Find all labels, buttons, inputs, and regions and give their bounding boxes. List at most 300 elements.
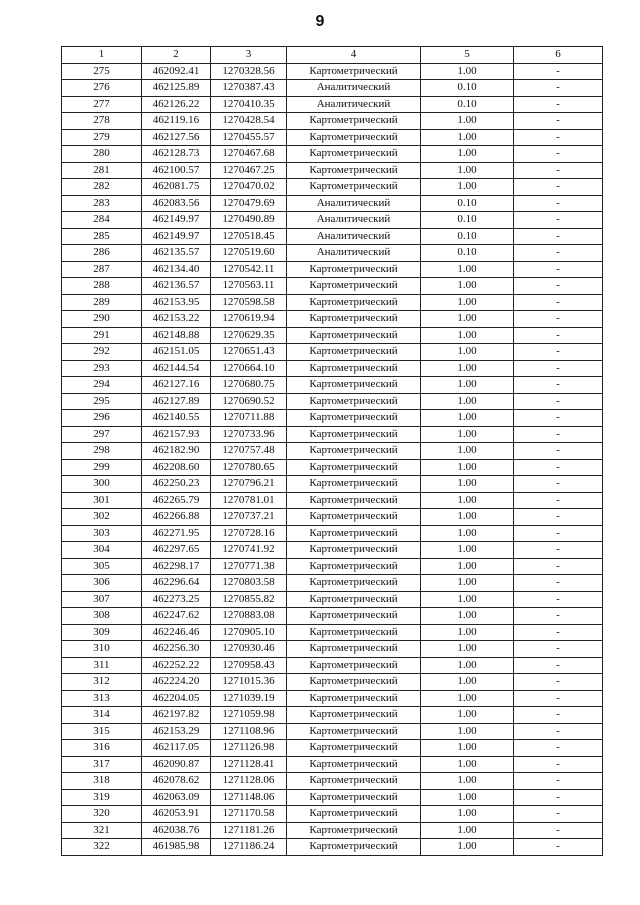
x-coordinate-cell: 462256.30: [142, 641, 211, 658]
description-cell: -: [514, 179, 603, 196]
table-row: [62, 806, 603, 823]
x-coordinate-cell: 462204.05: [142, 690, 211, 707]
table-row: [62, 443, 603, 460]
table-row: [62, 723, 603, 740]
accuracy-cell: 1.00: [421, 278, 514, 295]
description-cell: -: [514, 558, 603, 575]
point-number-cell: 295: [62, 393, 142, 410]
description-cell: -: [514, 96, 603, 113]
description-cell: -: [514, 492, 603, 509]
point-number-cell: 321: [62, 822, 142, 839]
description-cell: -: [514, 822, 603, 839]
y-coordinate-cell: 1271128.06: [211, 773, 287, 790]
description-cell: -: [514, 525, 603, 542]
table-row: [62, 608, 603, 625]
method-cell: Картометрический: [287, 575, 421, 592]
column-header-1: 1: [62, 47, 142, 64]
accuracy-cell: 1.00: [421, 591, 514, 608]
accuracy-cell: 1.00: [421, 624, 514, 641]
description-cell: -: [514, 674, 603, 691]
description-cell: -: [514, 162, 603, 179]
accuracy-cell: 1.00: [421, 344, 514, 361]
method-cell: Картометрический: [287, 657, 421, 674]
description-cell: -: [514, 344, 603, 361]
y-coordinate-cell: 1270619.94: [211, 311, 287, 328]
point-number-cell: 316: [62, 740, 142, 757]
y-coordinate-cell: 1270664.10: [211, 360, 287, 377]
accuracy-cell: 1.00: [421, 575, 514, 592]
x-coordinate-cell: 462140.55: [142, 410, 211, 427]
table-row: [62, 393, 603, 410]
table-row: [62, 278, 603, 295]
point-number-cell: 308: [62, 608, 142, 625]
method-cell: Аналитический: [287, 80, 421, 97]
accuracy-cell: 1.00: [421, 162, 514, 179]
x-coordinate-cell: 462119.16: [142, 113, 211, 130]
accuracy-cell: 0.10: [421, 212, 514, 229]
accuracy-cell: 1.00: [421, 146, 514, 163]
description-cell: -: [514, 129, 603, 146]
accuracy-cell: 1.00: [421, 740, 514, 757]
table-row: [62, 492, 603, 509]
point-number-cell: 314: [62, 707, 142, 724]
table-row: [62, 129, 603, 146]
coordinates-table: [61, 46, 603, 856]
column-header-4: 4: [287, 47, 421, 64]
y-coordinate-cell: 1270470.02: [211, 179, 287, 196]
point-number-cell: 305: [62, 558, 142, 575]
method-cell: Картометрический: [287, 525, 421, 542]
accuracy-cell: 1.00: [421, 789, 514, 806]
point-number-cell: 318: [62, 773, 142, 790]
point-number-cell: 288: [62, 278, 142, 295]
y-coordinate-cell: 1270455.57: [211, 129, 287, 146]
point-number-cell: 290: [62, 311, 142, 328]
method-cell: Картометрический: [287, 113, 421, 130]
column-header-3: 3: [211, 47, 287, 64]
point-number-cell: 299: [62, 459, 142, 476]
method-cell: Картометрический: [287, 278, 421, 295]
accuracy-cell: 1.00: [421, 426, 514, 443]
y-coordinate-cell: 1271015.36: [211, 674, 287, 691]
point-number-cell: 291: [62, 327, 142, 344]
x-coordinate-cell: 462224.20: [142, 674, 211, 691]
description-cell: -: [514, 228, 603, 245]
y-coordinate-cell: 1271170.58: [211, 806, 287, 823]
y-coordinate-cell: 1271126.98: [211, 740, 287, 757]
y-coordinate-cell: 1270518.45: [211, 228, 287, 245]
accuracy-cell: 1.00: [421, 657, 514, 674]
method-cell: Картометрический: [287, 740, 421, 757]
table-row: [62, 657, 603, 674]
y-coordinate-cell: 1270733.96: [211, 426, 287, 443]
point-number-cell: 287: [62, 261, 142, 278]
point-number-cell: 292: [62, 344, 142, 361]
method-cell: Картометрический: [287, 641, 421, 658]
accuracy-cell: 1.00: [421, 608, 514, 625]
y-coordinate-cell: 1270757.48: [211, 443, 287, 460]
point-number-cell: 301: [62, 492, 142, 509]
accuracy-cell: 1.00: [421, 261, 514, 278]
table-row: [62, 294, 603, 311]
table-row: [62, 327, 603, 344]
x-coordinate-cell: 462153.29: [142, 723, 211, 740]
method-cell: Картометрический: [287, 492, 421, 509]
column-header-6: 6: [514, 47, 603, 64]
accuracy-cell: 1.00: [421, 492, 514, 509]
x-coordinate-cell: 462297.65: [142, 542, 211, 559]
table-row: [62, 212, 603, 229]
description-cell: -: [514, 509, 603, 526]
description-cell: -: [514, 723, 603, 740]
description-cell: -: [514, 756, 603, 773]
x-coordinate-cell: 462296.64: [142, 575, 211, 592]
accuracy-cell: 1.00: [421, 327, 514, 344]
x-coordinate-cell: 462092.41: [142, 63, 211, 80]
page-number: 9: [315, 13, 325, 30]
description-cell: -: [514, 245, 603, 262]
method-cell: Картометрический: [287, 624, 421, 641]
table-row: [62, 377, 603, 394]
method-cell: Картометрический: [287, 756, 421, 773]
y-coordinate-cell: 1270905.10: [211, 624, 287, 641]
method-cell: Картометрический: [287, 146, 421, 163]
x-coordinate-cell: 462128.73: [142, 146, 211, 163]
method-cell: Картометрический: [287, 509, 421, 526]
point-number-cell: 275: [62, 63, 142, 80]
table-row: [62, 146, 603, 163]
point-number-cell: 279: [62, 129, 142, 146]
accuracy-cell: 0.10: [421, 80, 514, 97]
description-cell: -: [514, 575, 603, 592]
description-cell: -: [514, 113, 603, 130]
accuracy-cell: 1.00: [421, 756, 514, 773]
description-cell: -: [514, 839, 603, 856]
table-row: [62, 756, 603, 773]
table-row: [62, 261, 603, 278]
description-cell: -: [514, 327, 603, 344]
table-row: [62, 839, 603, 856]
accuracy-cell: 1.00: [421, 377, 514, 394]
table-row: [62, 674, 603, 691]
point-number-cell: 294: [62, 377, 142, 394]
table-row: [62, 575, 603, 592]
accuracy-cell: 1.00: [421, 839, 514, 856]
table-row: [62, 228, 603, 245]
table-row: [62, 641, 603, 658]
table-row: [62, 80, 603, 97]
x-coordinate-cell: 462153.95: [142, 294, 211, 311]
table-row: [62, 162, 603, 179]
x-coordinate-cell: 462151.05: [142, 344, 211, 361]
point-number-cell: 300: [62, 476, 142, 493]
x-coordinate-cell: 462063.09: [142, 789, 211, 806]
y-coordinate-cell: 1270629.35: [211, 327, 287, 344]
description-cell: -: [514, 146, 603, 163]
method-cell: Картометрический: [287, 459, 421, 476]
accuracy-cell: 1.00: [421, 360, 514, 377]
x-coordinate-cell: 462053.91: [142, 806, 211, 823]
method-cell: Картометрический: [287, 327, 421, 344]
table-row: [62, 558, 603, 575]
x-coordinate-cell: 462134.40: [142, 261, 211, 278]
accuracy-cell: 0.10: [421, 245, 514, 262]
table-row: [62, 63, 603, 80]
y-coordinate-cell: 1271128.41: [211, 756, 287, 773]
table-row: [62, 542, 603, 559]
method-cell: Картометрический: [287, 129, 421, 146]
method-cell: Картометрический: [287, 179, 421, 196]
point-number-cell: 280: [62, 146, 142, 163]
point-number-cell: 303: [62, 525, 142, 542]
accuracy-cell: 1.00: [421, 63, 514, 80]
x-coordinate-cell: 462208.60: [142, 459, 211, 476]
y-coordinate-cell: 1270855.82: [211, 591, 287, 608]
point-number-cell: 283: [62, 195, 142, 212]
accuracy-cell: 1.00: [421, 459, 514, 476]
y-coordinate-cell: 1270771.38: [211, 558, 287, 575]
description-cell: -: [514, 542, 603, 559]
description-cell: -: [514, 789, 603, 806]
method-cell: Картометрический: [287, 63, 421, 80]
table-row: [62, 113, 603, 130]
y-coordinate-cell: 1270780.65: [211, 459, 287, 476]
point-number-cell: 322: [62, 839, 142, 856]
x-coordinate-cell: 462100.57: [142, 162, 211, 179]
x-coordinate-cell: 462182.90: [142, 443, 211, 460]
table-row: [62, 311, 603, 328]
accuracy-cell: 1.00: [421, 129, 514, 146]
table-row: [62, 179, 603, 196]
method-cell: Картометрический: [287, 839, 421, 856]
description-cell: -: [514, 806, 603, 823]
description-cell: -: [514, 278, 603, 295]
y-coordinate-cell: 1271039.19: [211, 690, 287, 707]
description-cell: -: [514, 641, 603, 658]
description-cell: -: [514, 773, 603, 790]
x-coordinate-cell: 462127.56: [142, 129, 211, 146]
accuracy-cell: 1.00: [421, 773, 514, 790]
x-coordinate-cell: 462157.93: [142, 426, 211, 443]
method-cell: Картометрический: [287, 294, 421, 311]
x-coordinate-cell: 462265.79: [142, 492, 211, 509]
description-cell: -: [514, 360, 603, 377]
y-coordinate-cell: 1270563.11: [211, 278, 287, 295]
method-cell: Картометрический: [287, 261, 421, 278]
table-row: [62, 707, 603, 724]
accuracy-cell: 1.00: [421, 113, 514, 130]
method-cell: Аналитический: [287, 195, 421, 212]
method-cell: Картометрический: [287, 393, 421, 410]
method-cell: Картометрический: [287, 476, 421, 493]
y-coordinate-cell: 1270428.54: [211, 113, 287, 130]
point-number-cell: 289: [62, 294, 142, 311]
table-row: [62, 789, 603, 806]
point-number-cell: 319: [62, 789, 142, 806]
description-cell: -: [514, 63, 603, 80]
description-cell: -: [514, 393, 603, 410]
point-number-cell: 312: [62, 674, 142, 691]
accuracy-cell: 0.10: [421, 96, 514, 113]
method-cell: Картометрический: [287, 789, 421, 806]
y-coordinate-cell: 1270796.21: [211, 476, 287, 493]
x-coordinate-cell: 462273.25: [142, 591, 211, 608]
accuracy-cell: 1.00: [421, 476, 514, 493]
point-number-cell: 297: [62, 426, 142, 443]
y-coordinate-cell: 1270651.43: [211, 344, 287, 361]
point-number-cell: 281: [62, 162, 142, 179]
description-cell: -: [514, 377, 603, 394]
x-coordinate-cell: 462197.82: [142, 707, 211, 724]
y-coordinate-cell: 1270519.60: [211, 245, 287, 262]
point-number-cell: 284: [62, 212, 142, 229]
description-cell: -: [514, 294, 603, 311]
method-cell: Картометрический: [287, 410, 421, 427]
x-coordinate-cell: 462127.16: [142, 377, 211, 394]
method-cell: Аналитический: [287, 212, 421, 229]
point-number-cell: 304: [62, 542, 142, 559]
x-coordinate-cell: 462127.89: [142, 393, 211, 410]
method-cell: Картометрический: [287, 822, 421, 839]
table-row: [62, 773, 603, 790]
point-number-cell: 285: [62, 228, 142, 245]
x-coordinate-cell: 462246.46: [142, 624, 211, 641]
table-row: [62, 509, 603, 526]
y-coordinate-cell: 1270479.69: [211, 195, 287, 212]
x-coordinate-cell: 462250.23: [142, 476, 211, 493]
point-number-cell: 311: [62, 657, 142, 674]
table-row: [62, 459, 603, 476]
y-coordinate-cell: 1270387.43: [211, 80, 287, 97]
accuracy-cell: 1.00: [421, 525, 514, 542]
accuracy-cell: 1.00: [421, 393, 514, 410]
method-cell: Картометрический: [287, 360, 421, 377]
accuracy-cell: 1.00: [421, 822, 514, 839]
accuracy-cell: 1.00: [421, 179, 514, 196]
table-row: [62, 426, 603, 443]
y-coordinate-cell: 1270728.16: [211, 525, 287, 542]
x-coordinate-cell: 462125.89: [142, 80, 211, 97]
description-cell: -: [514, 80, 603, 97]
accuracy-cell: 1.00: [421, 806, 514, 823]
x-coordinate-cell: 462117.05: [142, 740, 211, 757]
y-coordinate-cell: 1270328.56: [211, 63, 287, 80]
method-cell: Картометрический: [287, 311, 421, 328]
y-coordinate-cell: 1270410.35: [211, 96, 287, 113]
y-coordinate-cell: 1270930.46: [211, 641, 287, 658]
method-cell: Картометрический: [287, 162, 421, 179]
y-coordinate-cell: 1271186.24: [211, 839, 287, 856]
method-cell: Картометрический: [287, 377, 421, 394]
method-cell: Картометрический: [287, 690, 421, 707]
y-coordinate-cell: 1270883.08: [211, 608, 287, 625]
y-coordinate-cell: 1271181.26: [211, 822, 287, 839]
table-row: [62, 344, 603, 361]
description-cell: -: [514, 459, 603, 476]
header-row: [62, 47, 603, 64]
y-coordinate-cell: 1270467.25: [211, 162, 287, 179]
method-cell: Картометрический: [287, 723, 421, 740]
accuracy-cell: 1.00: [421, 410, 514, 427]
point-number-cell: 309: [62, 624, 142, 641]
x-coordinate-cell: 462266.88: [142, 509, 211, 526]
description-cell: -: [514, 443, 603, 460]
x-coordinate-cell: 462090.87: [142, 756, 211, 773]
accuracy-cell: 1.00: [421, 294, 514, 311]
accuracy-cell: 1.00: [421, 641, 514, 658]
method-cell: Аналитический: [287, 228, 421, 245]
y-coordinate-cell: 1270741.92: [211, 542, 287, 559]
x-coordinate-cell: 462271.95: [142, 525, 211, 542]
y-coordinate-cell: 1270542.11: [211, 261, 287, 278]
description-cell: -: [514, 476, 603, 493]
point-number-cell: 310: [62, 641, 142, 658]
accuracy-cell: 1.00: [421, 723, 514, 740]
method-cell: Картометрический: [287, 806, 421, 823]
table-row: [62, 525, 603, 542]
point-number-cell: 293: [62, 360, 142, 377]
x-coordinate-cell: 462149.97: [142, 228, 211, 245]
y-coordinate-cell: 1270781.01: [211, 492, 287, 509]
table-row: [62, 740, 603, 757]
x-coordinate-cell: 462148.88: [142, 327, 211, 344]
description-cell: -: [514, 608, 603, 625]
accuracy-cell: 1.00: [421, 690, 514, 707]
accuracy-cell: 1.00: [421, 707, 514, 724]
description-cell: -: [514, 426, 603, 443]
point-number-cell: 313: [62, 690, 142, 707]
method-cell: Картометрический: [287, 344, 421, 361]
point-number-cell: 307: [62, 591, 142, 608]
y-coordinate-cell: 1270490.89: [211, 212, 287, 229]
table-row: [62, 410, 603, 427]
y-coordinate-cell: 1270690.52: [211, 393, 287, 410]
x-coordinate-cell: 462136.57: [142, 278, 211, 295]
description-cell: -: [514, 690, 603, 707]
x-coordinate-cell: 462078.62: [142, 773, 211, 790]
point-number-cell: 320: [62, 806, 142, 823]
method-cell: Картометрический: [287, 674, 421, 691]
description-cell: -: [514, 261, 603, 278]
y-coordinate-cell: 1270467.68: [211, 146, 287, 163]
method-cell: Картометрический: [287, 542, 421, 559]
x-coordinate-cell: 461985.98: [142, 839, 211, 856]
method-cell: Картометрический: [287, 773, 421, 790]
table-row: [62, 822, 603, 839]
method-cell: Картометрический: [287, 558, 421, 575]
y-coordinate-cell: 1271059.98: [211, 707, 287, 724]
x-coordinate-cell: 462298.17: [142, 558, 211, 575]
x-coordinate-cell: 462247.62: [142, 608, 211, 625]
y-coordinate-cell: 1270680.75: [211, 377, 287, 394]
table-row: [62, 360, 603, 377]
point-number-cell: 317: [62, 756, 142, 773]
x-coordinate-cell: 462149.97: [142, 212, 211, 229]
x-coordinate-cell: 462153.22: [142, 311, 211, 328]
point-number-cell: 278: [62, 113, 142, 130]
point-number-cell: 296: [62, 410, 142, 427]
description-cell: -: [514, 212, 603, 229]
method-cell: Картометрический: [287, 707, 421, 724]
table-row: [62, 690, 603, 707]
accuracy-cell: 1.00: [421, 443, 514, 460]
point-number-cell: 277: [62, 96, 142, 113]
y-coordinate-cell: 1270598.58: [211, 294, 287, 311]
description-cell: -: [514, 195, 603, 212]
table-header: [62, 47, 603, 64]
point-number-cell: 306: [62, 575, 142, 592]
point-number-cell: 298: [62, 443, 142, 460]
